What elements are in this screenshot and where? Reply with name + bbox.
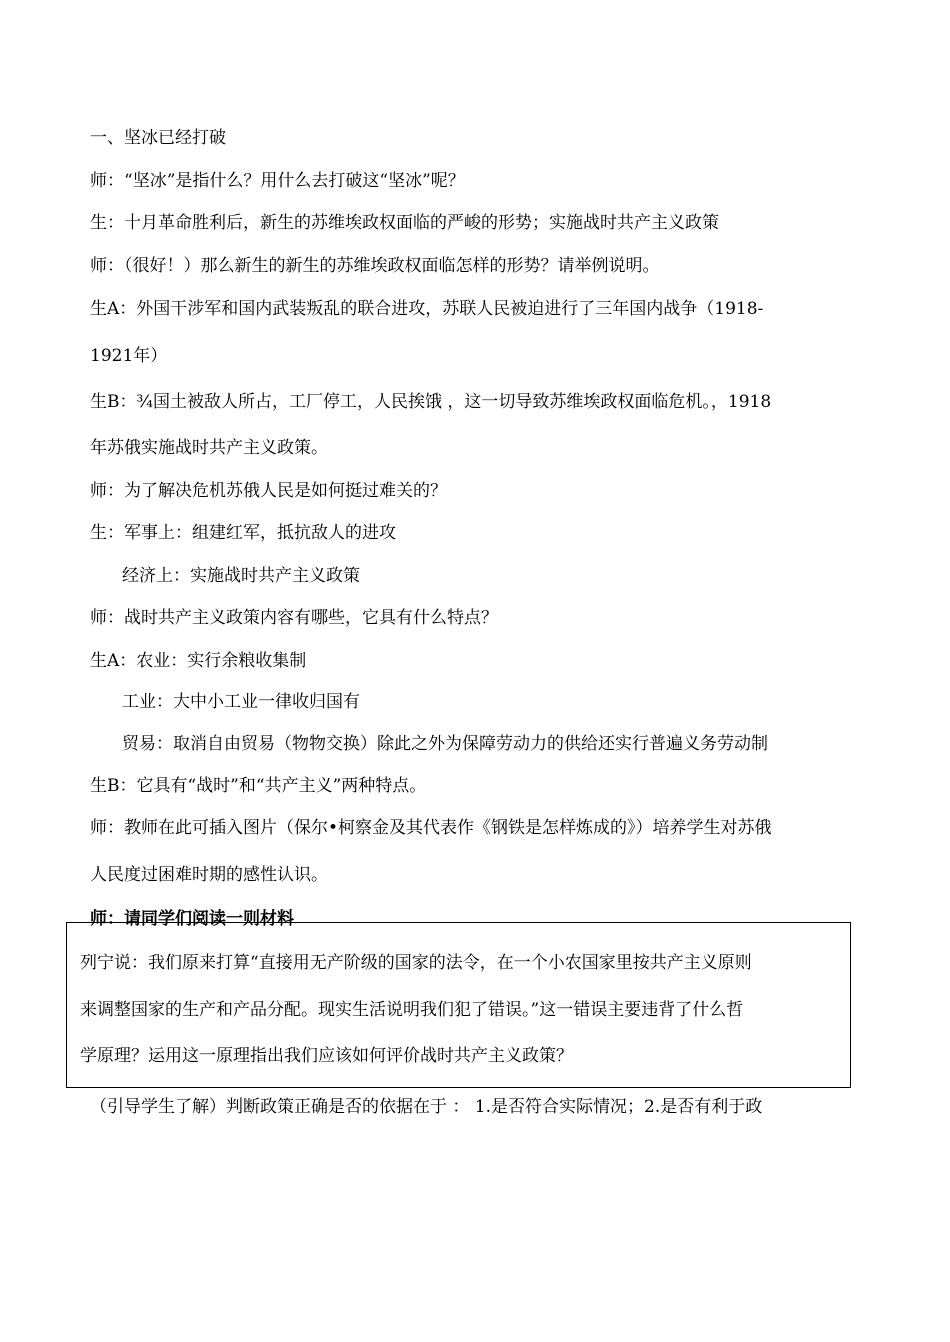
dialogue-line: 师：“坚冰”是指什么？用什么去打破这“坚冰”呢？ [90,171,465,191]
dialogue-line: 生A：外国干涉军和国内武装叛乱的联合进攻，苏联人民被迫进行了三年国内战争（1918- [90,299,764,319]
material-box [66,922,851,1088]
dialogue-line: 生：十月革命胜利后，新生的苏维埃政权面临的严峻的形势；实施战时共产主义政策 [90,213,719,233]
dialogue-line: 师：战时共产主义政策内容有哪些，它具有什么特点？ [90,608,498,628]
dialogue-line: 生B：¾国土被敌人所占，工厂停工，人民挨饿 ，这一切导致苏维埃政权面临危机。，1918 [90,392,772,412]
material-line: 来调整国家的生产和产品分配。现实生活说明我们犯了错误。”这一错误主要违背了什么哲 [80,1000,744,1020]
dialogue-line: 经济上：实施战时共产主义政策 [122,566,360,586]
dialogue-line: 生：军事上：组建红军，抵抗敌人的进攻 [90,523,396,543]
dialogue-line: 师：为了解决危机苏俄人民是如何挺过难关的？ [90,481,447,501]
dialogue-line: 生B：它具有“战时”和“共产主义”两种特点。 [90,776,427,796]
dialogue-line: 师：教师在此可插入图片（保尔•柯察金及其代表作《钢铁是怎样炼成的》）培养学生对苏俄 [90,818,772,838]
dialogue-line: 生A：农业：实行余粮收集制 [90,651,307,671]
dialogue-line: 年苏俄实施战时共产主义政策。 [90,438,328,458]
material-line: 学原理？运用这一原理指出我们应该如何评价战时共产主义政策？ [80,1046,573,1066]
reading-prompt: 师：请同学们阅读一则材料 [90,909,294,929]
dialogue-line: 师：（很好！）那么新生的新生的苏维埃政权面临怎样的形势？请举例说明。 [90,256,660,276]
section-title: 一、坚冰已经打破 [90,128,226,148]
dialogue-line: 工业：大中小工业一律收归国有 [122,692,360,712]
dialogue-line: 人民度过困难时期的感性认识。 [90,865,328,885]
dialogue-line: 1921年） [90,346,168,366]
material-line: 列宁说：我们原来打算“直接用无产阶级的国家的法令，在一个小农国家里按共产主义原则 [80,953,752,973]
dialogue-line: 贸易：取消自由贸易（物物交换）除此之外为保障劳动力的供给还实行普遍义务劳动制 [122,734,768,754]
footer-line: （引导学生了解）判断政策正确是否的依据在于 ： 1.是否符合实际情况；2.是否有利于政 [90,1097,763,1117]
